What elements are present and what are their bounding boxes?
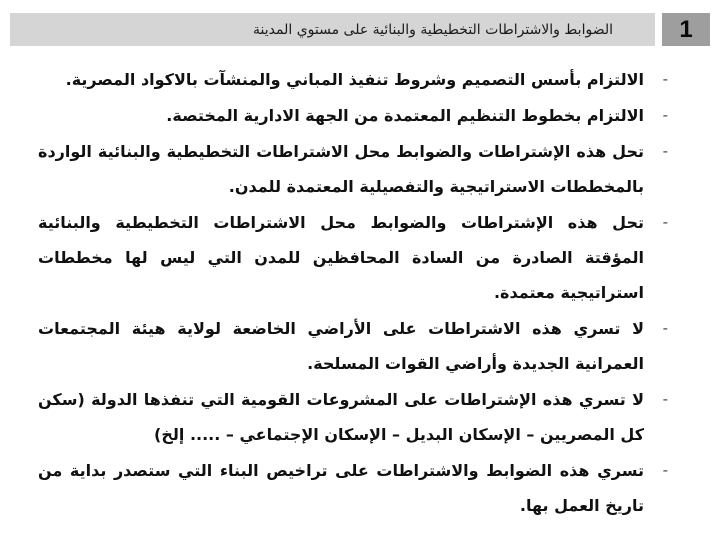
list-item — [38, 205, 670, 310]
list-item — [38, 382, 670, 452]
section-header — [10, 13, 710, 46]
section-number: 1 — [679, 15, 693, 43]
list-item-text: تحل هذه الإشتراطات والضوابط محل الاشتراطات التخطيطية والبنائية المؤقتة الصادرة من السادة المحافظين للمدن التي ليس لها مخططات استراتيجية معتمدة. — [38, 213, 644, 302]
bullet-dash-icon: - — [662, 213, 668, 231]
list-item-text: لا تسري هذه الاشتراطات على الأراضي الخاضعة لولاية هيئة المجتمعات العمرانية الجديدة وأراضي القوات المسلحة. — [38, 319, 644, 373]
list-item — [38, 311, 670, 381]
bullet-dash-icon: - — [662, 461, 668, 479]
section-title: الضوابط والاشتراطات التخطيطية والبنائية على مستوي المدينة — [253, 21, 613, 38]
bullet-dash-icon: - — [662, 142, 668, 160]
bullet-dash-icon: - — [662, 319, 668, 337]
list-item — [38, 453, 670, 523]
list-item — [38, 98, 670, 133]
list-item-text: تسري هذه الضوابط والاشتراطات على تراخيص البناء التي ستصدر بداية من تاريخ العمل بها. — [38, 461, 644, 515]
bullet-dash-icon: - — [662, 106, 668, 124]
list-item-text: تحل هذه الإشتراطات والضوابط محل الاشتراطات التخطيطية والبنائية الواردة بالمخططات الاستراتيجية والتفصيلية المعتمدة للمدن. — [38, 142, 644, 196]
bullet-dash-icon: - — [662, 390, 668, 408]
regulations-list — [38, 62, 670, 524]
list-item-text: لا تسري هذه الإشتراطات على المشروعات القومية التي تنفذها الدولة (سكن كل المصريين – الإسكان البديل – الإسكان الإجتماعي – ..... إلخ) — [38, 390, 644, 444]
list-item-text: الالتزام بخطوط التنظيم المعتمدة من الجهة الادارية المختصة. — [166, 106, 644, 125]
bullet-dash-icon: - — [662, 70, 668, 88]
list-item — [38, 134, 670, 204]
section-number-box — [662, 13, 710, 46]
list-item-text: الالتزام بأسس التصميم وشروط تنفيذ المباني والمنشآت بالاكواد المصرية. — [65, 70, 644, 89]
list-item — [38, 62, 670, 97]
section-title-bar — [10, 13, 655, 46]
